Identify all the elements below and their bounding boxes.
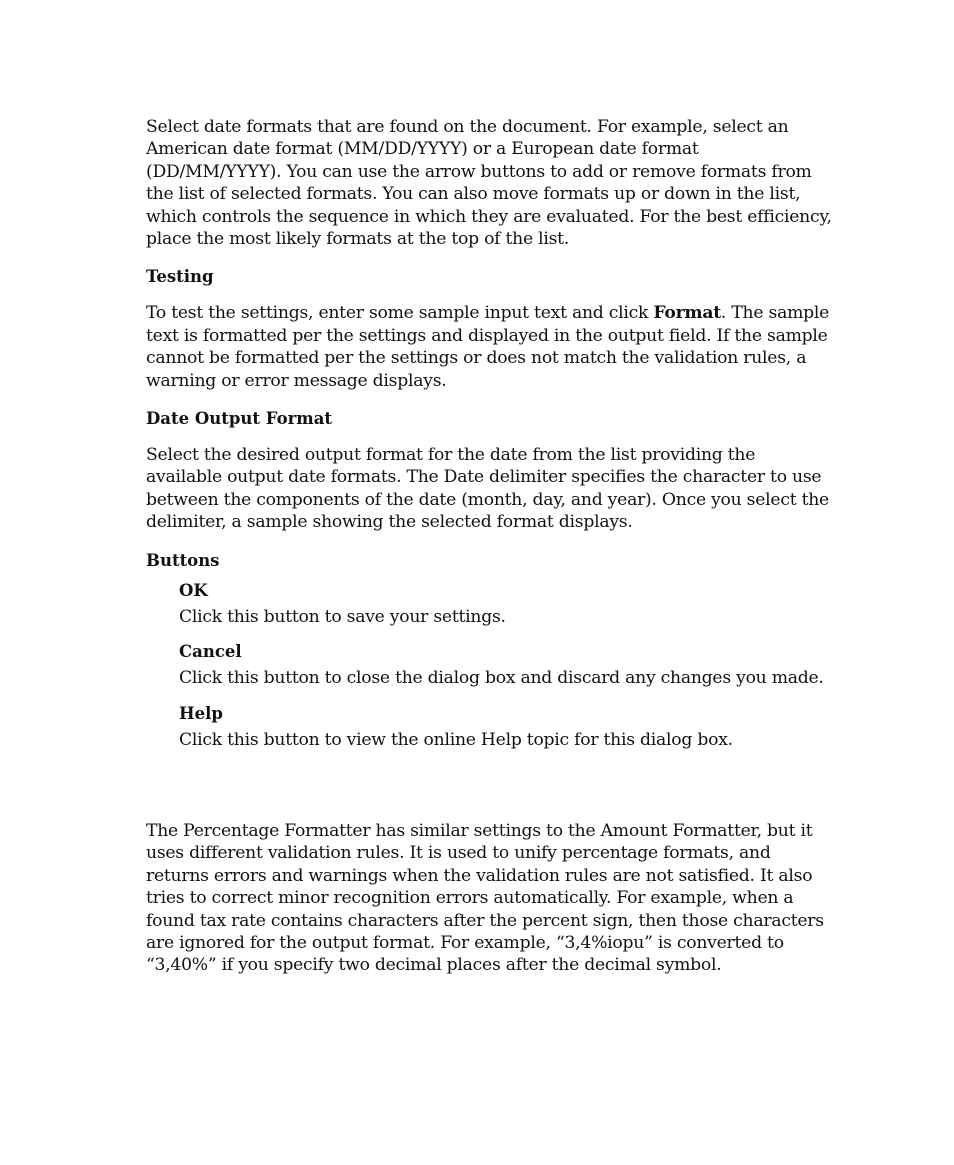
intro-paragraph: Select date formats that are found on the document. For example, select an American date format (MM/DD/YYYY) or a European date format (DD/MM/YYYY). You can use the arrow buttons to add or remove formats from the list of selected formats. You can also move formats up or down in the list, which controls the sequence in which they are evaluated. For the best efficiency, place the most likely formats at the top of the list. xyxy=(146,117,832,250)
button-item-cancel xyxy=(179,641,836,689)
button-desc-help: Click this button to view the online Help topic for this dialog box. xyxy=(179,729,733,750)
button-item-ok xyxy=(179,580,836,628)
percentage-paragraph: The Percentage Formatter has similar settings to the Amount Formatter, but it uses different validation rules. It is used to unify percentage formats, and returns errors and warnings when the validation rules are not satisfied. It also tries to correct minor recognition errors automatically. For example, when a found tax rate contains characters after the percent sign, then those characters are ignored for the output format. For example, “3,4%iopu” is converted to “3,40%” if you specify two decimal places after the decimal symbol. xyxy=(146,820,824,976)
date-output-heading: Date Output Format xyxy=(146,409,333,429)
testing-heading: Testing xyxy=(146,267,214,287)
testing-paragraph xyxy=(146,302,836,392)
button-item-help xyxy=(179,703,836,751)
date-output-paragraph: Select the desired output format for the date from the list providing the available output date formats. The Date delimiter specifies the character to use between the components of the date (month, day, and year). Once you select the delimiter, a sample showing the selected format displays. xyxy=(146,445,829,533)
button-desc-cancel: Click this button to close the dialog box and discard any changes you made. xyxy=(179,668,824,689)
section-spacer xyxy=(146,764,836,820)
buttons-list xyxy=(179,580,836,751)
button-name-cancel: Cancel xyxy=(179,642,242,662)
document-page xyxy=(146,116,836,977)
format-bold-word: Format xyxy=(653,303,721,324)
buttons-heading: Buttons xyxy=(146,550,220,570)
button-name-help: Help xyxy=(179,703,223,723)
button-desc-ok: Click this button to save your settings. xyxy=(179,606,506,627)
button-name-ok: OK xyxy=(179,580,208,600)
testing-text-before: To test the settings, enter some sample input text and click xyxy=(146,303,654,324)
testing-text-after: . The sample text is formatted per the settings and displayed in the output field. If the sample cannot be formatted per the settings or does not match the validation rules, a warning or error message displays. xyxy=(146,303,830,391)
